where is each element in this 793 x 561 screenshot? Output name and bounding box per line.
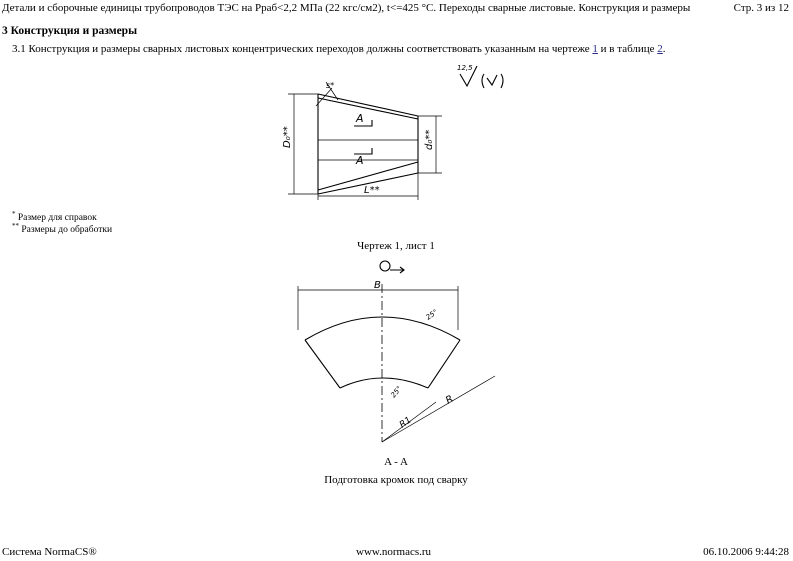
drawing2-caption: Подготовка кромок под сварку bbox=[324, 474, 468, 486]
section-a-bottom: A bbox=[356, 154, 364, 167]
dim-d-label: d₀** bbox=[424, 129, 435, 150]
chamfer-angle-bottom: 25° bbox=[389, 384, 404, 400]
section-paragraph bbox=[12, 43, 666, 55]
note-reference: * Размер для справок bbox=[12, 210, 97, 224]
roughness-symbol bbox=[455, 62, 515, 92]
paragraph-text-1: 3.1 Конструкция и размеры сварных листовых концентрических переходов должны соответствовать указанным на чертеже bbox=[12, 43, 593, 55]
section-title: 3 Конструкция и размеры bbox=[2, 25, 138, 37]
paragraph-text-3: . bbox=[662, 43, 666, 55]
roughness-value: 12,5 bbox=[457, 64, 473, 72]
drawing-link[interactable]: 1 bbox=[592, 43, 598, 55]
table-link[interactable]: 2 bbox=[657, 43, 663, 55]
section-aa-label: A - A bbox=[384, 456, 408, 468]
footer-system: Система NormaCS® bbox=[2, 546, 97, 558]
dim-s-label: s* bbox=[326, 81, 335, 90]
section-a-top: A bbox=[356, 112, 364, 125]
development-drawing bbox=[290, 276, 510, 451]
dim-l-label: L** bbox=[364, 185, 380, 196]
drawing1-caption: Чертеж 1, лист 1 bbox=[357, 240, 435, 252]
paragraph-text-2: и в таблице bbox=[597, 43, 658, 55]
dim-b-label: B bbox=[374, 280, 381, 291]
view-symbol bbox=[378, 258, 408, 274]
dim-r-label: R bbox=[444, 393, 456, 407]
footer-url[interactable]: www.normacs.ru bbox=[356, 546, 432, 558]
footer-timestamp: 06.10.2006 9:44:28 bbox=[703, 546, 789, 558]
dim-r1-label: R1 bbox=[397, 415, 414, 431]
chamfer-angle-top: 25° bbox=[424, 307, 440, 322]
note-before-processing: ** Размеры до обработки bbox=[12, 222, 113, 236]
document-title: Детали и сборочные единицы трубопроводов ТЭС на Рраб<2,2 МПа (22 кгс/см2), t<=425 °С. Переходы сварные листовые. Конструкция и размеры bbox=[2, 2, 691, 14]
reducer-drawing bbox=[280, 78, 460, 208]
dim-d0-label: D₀** bbox=[282, 126, 293, 148]
page-number: Стр. 3 из 12 bbox=[733, 2, 789, 14]
